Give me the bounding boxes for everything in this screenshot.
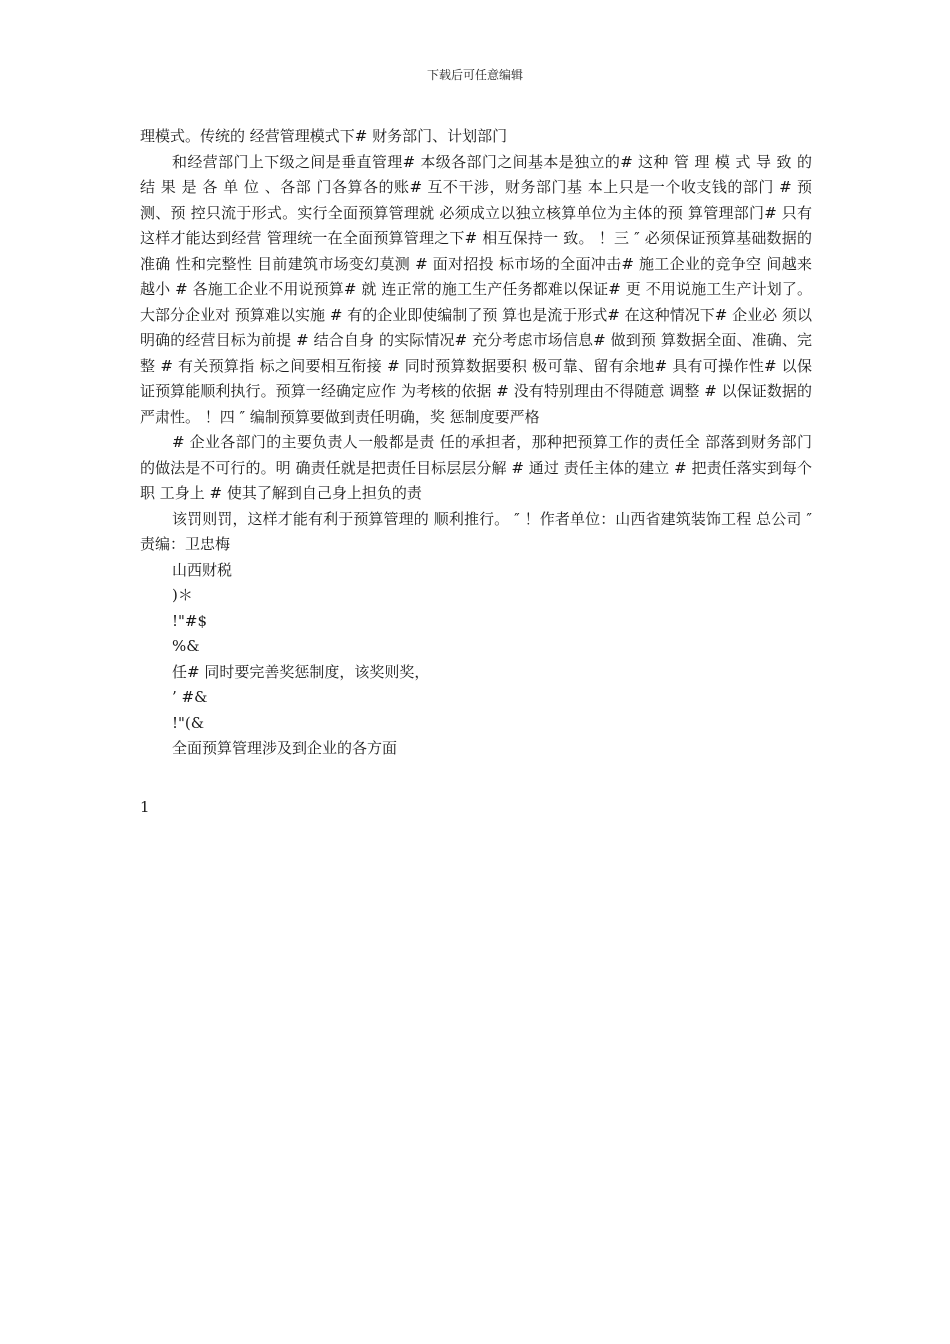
page-number: 1 bbox=[140, 798, 150, 816]
paragraph-2: 和经营部门上下级之间是垂直管理# 本级各部门之间基本是独立的# 这种 管 理 模 式 导 致 的 结 果 是 各 单 位 、各部 门各算各的账# 互不干涉，财务部门基 本上只是一个收支钱的部门 # 预测、预 控只流于形式。实行全面预算管理就 必须成立以独立核算单位为主体的预 算管理部门# 只有这样才能达到经营 管理统一在全面预算管理之下# 相互保持一 致。 ！三 ″ 必须保证预算基础数据的准确 性和完整性 目前建筑市场变幻莫测 # 面对招投 标市场的全面冲击# 施工企业的竞争空 间越来越小 # 各施工企业不用说预算# 就 连正常的施工生产任务都难以保证# 更 不用说施工生产计划了。大部分企业对 预算难以实施 # 有的企业即使编制了预 算也是流于形式# 在这种情况下# 企业必 须以明确的经营目标为前提 # 结合自身 的实际情况# 充分考虑市场信息# 做到预 算数据全面、准确、完整 # 有关预算指 标之间要相互衔接 # 同时预算数据要积 极可靠、留有余地# 具有可操作性# 以保 证预算能顺利执行。预算一经确定应作 为考核的依据 # 没有特别理由不得随意 调整 # 以保证数据的严肃性。 ！四 ″ 编制预算要做到责任明确，奖 惩制度要严格 bbox=[140, 152, 812, 426]
fragment-1: 山西财税 bbox=[172, 560, 233, 579]
fragment-2: )＊ bbox=[172, 586, 193, 604]
document-body bbox=[140, 124, 812, 762]
paragraph-4: 该罚则罚，这样才能有利于预算管理的 顺利推行。 ″ ！作者单位：山西省建筑装饰工程 总公司 ″ 责编：卫忠梅 bbox=[140, 509, 812, 553]
fragment-8: 全面预算管理涉及到企业的各方面 bbox=[172, 739, 398, 757]
fragment-6: ’ #& bbox=[172, 688, 208, 706]
fragment-5: 任# 同时要完善奖惩制度，该奖则奖， bbox=[172, 662, 430, 681]
fragment-4: %& bbox=[172, 637, 200, 655]
header-note: 下载后可任意编辑 bbox=[426, 68, 523, 82]
fragment-7: !"(& bbox=[172, 713, 205, 732]
fragment-3: !"#$ bbox=[172, 611, 208, 630]
paragraph-3: # 企业各部门的主要负责人一般都是责 任的承担者，那种把预算工作的责任全 部落到财务部门的做法是不可行的。明 确责任就是把责任目标层层分解 # 通过 责任主体的建立 # 把责任落实到每个职 工身上 # 使其了解到自己身上担负的责 bbox=[140, 433, 812, 502]
paragraph-1: 理模式。传统的 经营管理模式下# 财务部门、计划部门 bbox=[140, 127, 508, 145]
